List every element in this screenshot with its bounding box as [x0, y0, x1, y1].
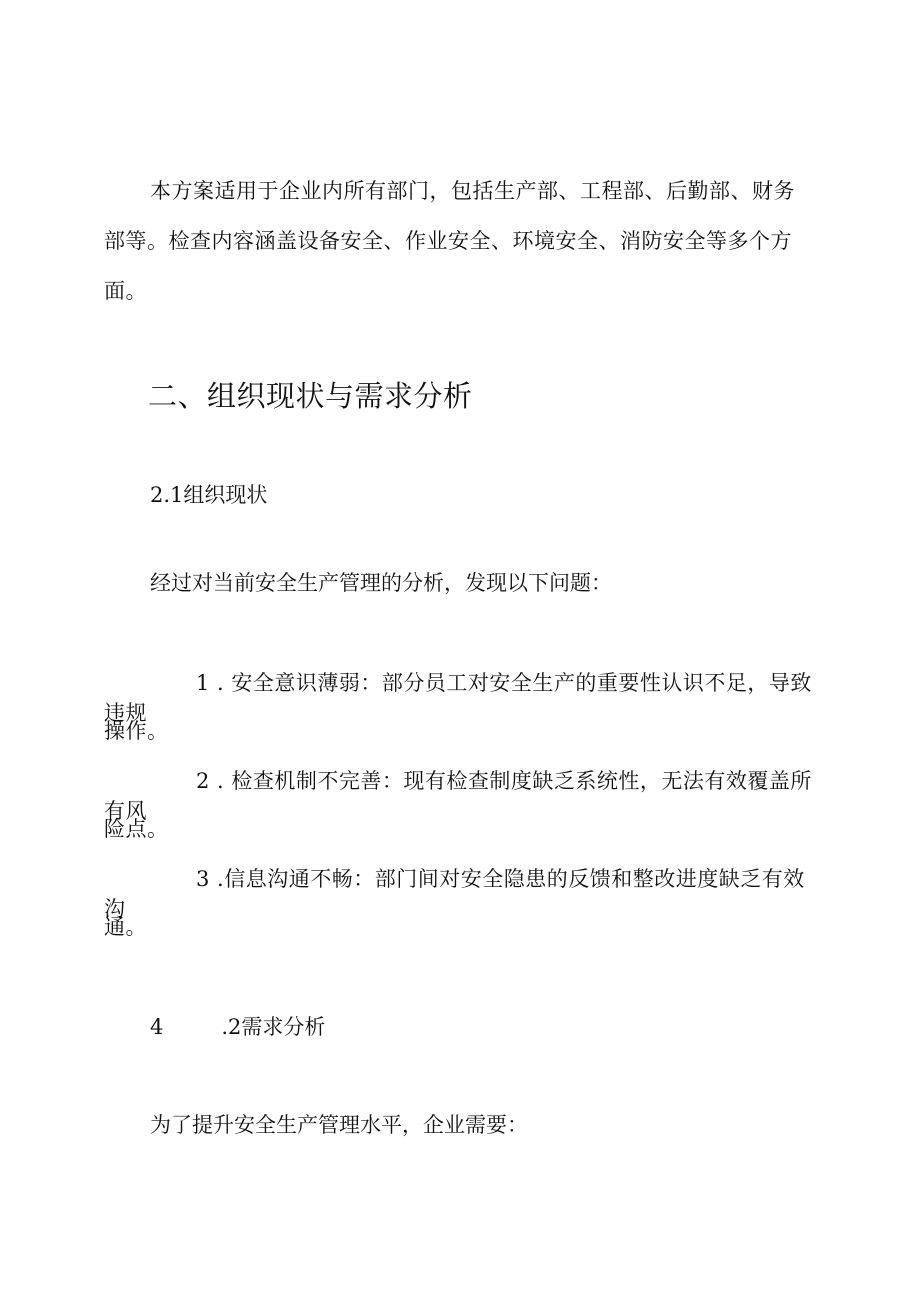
- subsection-title-2-1: 2.1组织现状: [150, 483, 268, 507]
- list-item-2-number: 2: [196, 769, 210, 793]
- section-heading: 二、组织现状与需求分析: [148, 379, 473, 413]
- list-item-1-text: . 安全意识薄弱：部分员工对安全生产的重要性认识不足，导致违规: [104, 671, 812, 725]
- list-item-3-number: 3: [196, 867, 210, 891]
- intro-line-2: 部等。检查内容涵盖设备安全、作业安全、环境安全、消防安全等多个方: [104, 229, 792, 253]
- subsection-lead-2-2: 为了提升安全生产管理水平，企业需要：: [150, 1113, 528, 1137]
- subsection-2-2-title: .2需求分析: [221, 1015, 326, 1039]
- list-item-3-text: .信息沟通不畅：部门间对安全隐患的反馈和整改进度缺乏有效沟: [104, 867, 805, 921]
- intro-line-1: 本方案适用于企业内所有部门，包括生产部、工程部、后勤部、财务: [150, 179, 795, 203]
- list-item-1-number: 1: [196, 671, 210, 695]
- subsection-2-2-number: 4: [150, 1015, 164, 1039]
- list-item-2-text: . 检查机制不完善：现有检查制度缺乏系统性，无法有效覆盖所有风: [104, 769, 812, 823]
- subsection-lead-2-1: 经过对当前安全生产管理的分析，发现以下问题：: [150, 571, 612, 595]
- list-item-1-line-2: 操作。: [104, 719, 169, 743]
- subsection-title-2-2: [150, 1012, 325, 1042]
- list-item-2-line-2: 险点。: [104, 817, 169, 841]
- intro-line-3: 面。: [104, 279, 147, 303]
- list-item-3-line-2: 通。: [104, 915, 147, 939]
